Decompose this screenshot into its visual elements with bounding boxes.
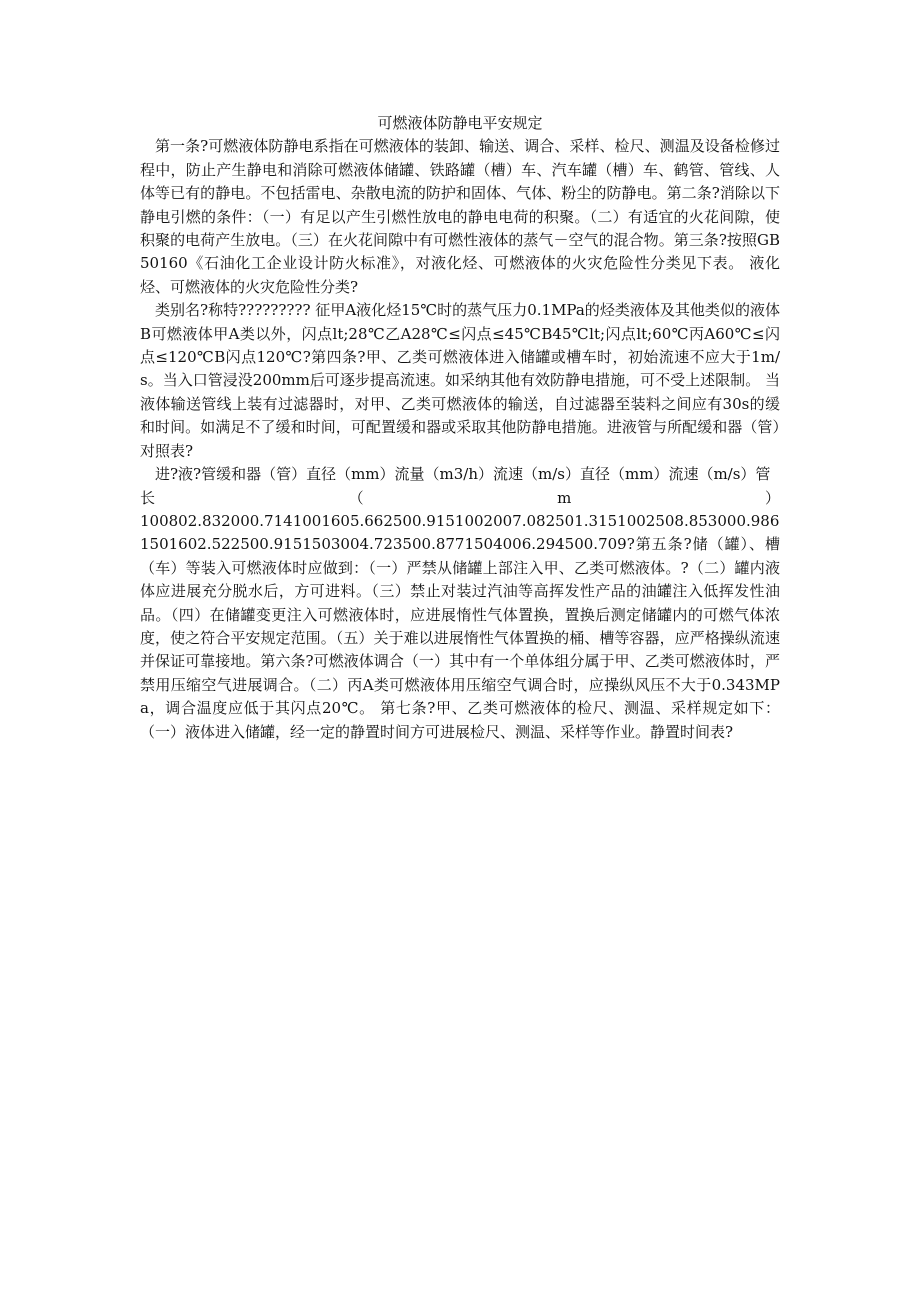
paragraph-pipe-table-line2 [140, 487, 780, 510]
close-paren: ） [764, 488, 780, 507]
paragraph-pipe-table-line1: 进?液?管缓和器（管）直径（mm）流量（m3/h）流速（m/s）直径（mm）流速（m/s）管 [155, 465, 771, 484]
document-title: 可燃液体防静电平安规定 [377, 114, 543, 132]
document-page [140, 112, 780, 744]
paragraph-articles-1-3: 第一条?可燃液体防静电系指在可燃液体的装卸、输送、调合、采样、检尺、测温及设备检修过程中，防止产生静电和消除可燃液体储罐、铁路罐（槽）车、汽车罐（槽）车、鹤管、管线、人体等已有的静电。不包括雷电、杂散电流的防护和固体、气体、粉尘的防静电。第二条?消除以下静电引燃的条件：（一）有足以产生引燃性放电的静电电荷的积聚。（二）有适宜的火花间隙，使积聚的电荷产生放电。（三）在火花间隙中有可燃性液体的蒸气－空气的混合物。第三条?按照GB 50160《石油化工企业设计防火标准》，对液化烃、可燃液体的火灾危险性分类见下表。 液化烃、可燃液体的火灾危险性分类? [140, 137, 780, 296]
paragraph-table-values-articles-5-7: 100802.832000.7141001605.662500.9151002007.082501.3151002508.853000.9861501602.522500.9151503004.723500.8771504006.294500.709?第五条?储（罐）、槽（车）等装入可燃液体时应做到：（一）严禁从储罐上部注入甲、乙类可燃液体。?（二）罐内液体应进展充分脱水后，方可进料。（三）禁止对装过汽油等高挥发性产品的油罐注入低挥发性油品。（四）在储罐变更注入可燃液体时，应进展惰性气体置换，置换后测定储罐内的可燃气体浓度，使之符合平安规定范围。（五）关于难以进展惰性气体置换的桶、槽等容器，应严格操纵流速并保证可靠接地。第六条?可燃液体调合（一）其中有一个单体组分属于甲、乙类可燃液体时，严禁用压缩空气进展调合。（二）丙A类可燃液体用压缩空气调合时，应操纵风压不大于0.343MPa，调合温度应低于其闪点20℃。 第七条?甲、乙类可燃液体的检尺、测温、采样规定如下：（一）液体进入储罐，经一定的静置时间方可进展检尺、测温、采样等作业。静置时间表? [140, 511, 780, 741]
pipe-length-label: 长 [140, 488, 156, 507]
open-paren: （ [348, 488, 364, 507]
unit-m: m [557, 488, 572, 507]
paragraph-classification-article-4: 类别名?称特????????? 征甲A液化烃15℃时的蒸气压力0.1MPa的烃类液体及其他类似的液体B可燃液体甲A类以外，闪点lt;28℃乙A28℃≤闪点≤45℃B45℃lt;闪点lt;60℃丙A60℃≤闪点≤120℃B闪点120℃?第四条?甲、乙类可燃液体进入储罐或槽车时，初始流速不应大于1m/s。当入口管浸没200mm后可逐步提高流速。如采纳其他有效防静电措施，可不受上述限制。 当液体输送管线上装有过滤器时，对甲、乙类可燃液体的输送，自过滤器至装料之间应有30s的缓和时间。如满足不了缓和时间，可配置缓和器或采取其他防静电措施。进液管与所配缓和器（管）对照表? [140, 301, 780, 460]
